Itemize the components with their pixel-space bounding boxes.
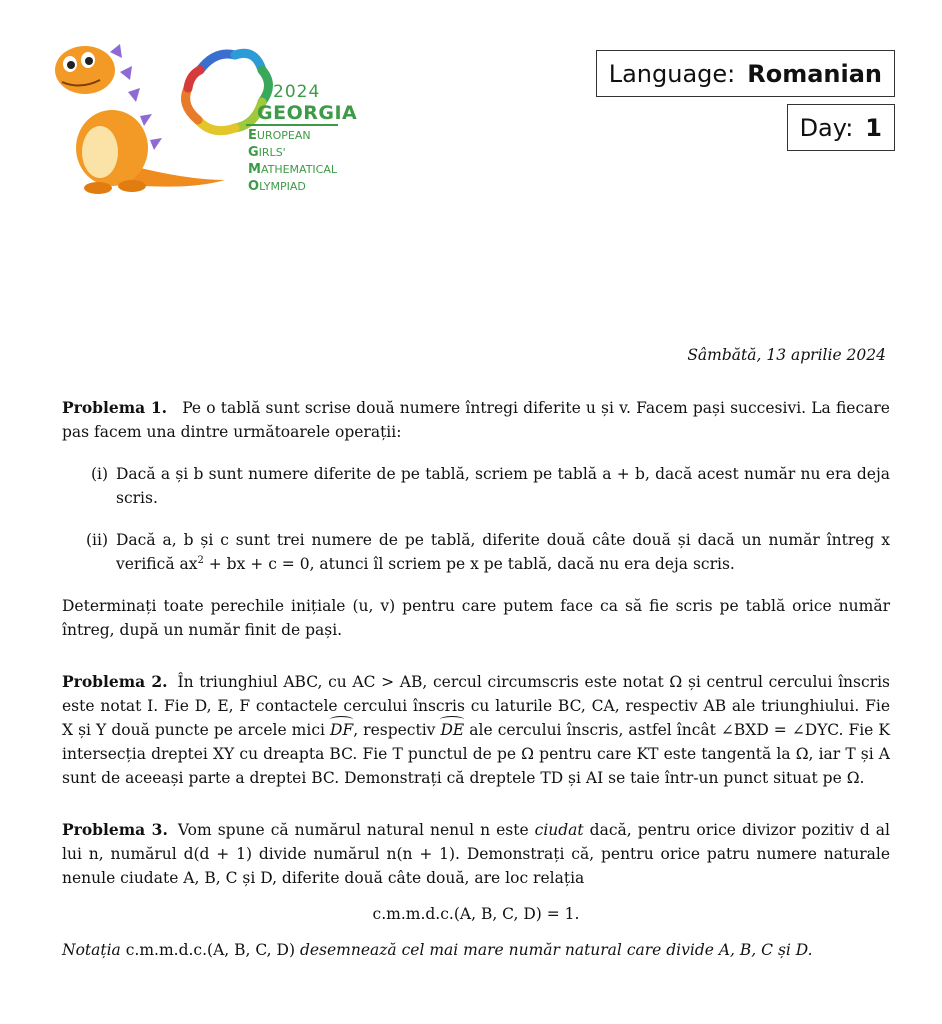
notation-note — [62, 938, 890, 962]
logo-line-european: UROPEAN — [256, 129, 311, 142]
problem-2-title: Problema 2. — [62, 672, 168, 691]
problem-1-title: Problema 1. — [62, 398, 168, 417]
item-number: (i) — [90, 465, 108, 483]
logo-underline — [246, 124, 338, 126]
problem-2-text: ale cercului înscris, astfel încât ∠BXD = ∠DYC. Fie K intersecția dreptei XY cu dreapta BC. Fie T punctul de pe Ω pentru care KT este tangentă la Ω, iar T și A sunt de aceeași parte a dreptei BC. Demonstrați că dreptele TD și AI se taie într-un punct situat pe Ω. — [62, 721, 890, 787]
item-text-part: Dacă a, b și c sunt trei numere de pe tablă, diferite două câte două și dacă un număr întreg x verifică ax — [116, 531, 890, 573]
language-value: Romanian — [747, 59, 882, 88]
problem-1-item-i — [62, 462, 890, 510]
exponent: 2 — [197, 554, 204, 566]
logo-acronym — [248, 127, 337, 195]
logo-line-olympiad: LYMPIAD — [259, 180, 306, 193]
egmo-logo — [40, 30, 358, 200]
problem-2-text: În triunghiul ABC, cu AC > AB, cercul circumscris este notat Ω și centrul cercului înscris este notat I. Fie D, E, F contactele cercului înscris cu laturile BC, CA, respectiv AB ale triunghiului. Fie X și Y două puncte pe arcele mici — [62, 673, 890, 739]
language-label: Language: — [608, 59, 736, 88]
problem-3-text: Vom spune că numărul natural nenul n este — [177, 821, 535, 839]
arc-de: DE — [440, 718, 464, 742]
problem-3-text: dacă, pentru orice divizor pozitiv d al lui n, numărul d(d + 1) divide numărul n(n + 1). Demonstrați că, pentru orice patru numere naturale nenule ciudate A, B, C și D, diferite două câte două, are loc relația — [62, 821, 890, 887]
item-text-part: + bx + c = 0, atunci îl scriem pe x pe tablă, dacă nu era deja scris. — [203, 555, 735, 573]
logo-country: GEORGIA — [257, 102, 358, 124]
emphasis-ciudat: ciudat — [534, 821, 584, 839]
problems-section — [62, 396, 890, 962]
problem-1-conclusion: Determinați toate perechile inițiale (u, v) pentru care putem face ca să fie scris pe tablă orice număr întreg, după un număr finit de pași. — [62, 597, 890, 639]
problem-2 — [62, 670, 890, 790]
note-text: desemnează cel mai mare număr natural care divide A, B, C și D. — [295, 941, 813, 959]
logo-line-girls: IRLS' — [258, 146, 286, 159]
exam-date: Sâmbătă, 13 aprilie 2024 — [687, 346, 886, 364]
problem-3 — [62, 818, 890, 890]
logo-initial-g: G — [248, 145, 259, 160]
problem-3-title: Problema 3. — [62, 820, 168, 839]
logo-line-mathematical: ATHEMATICAL — [260, 163, 338, 176]
logo-year: 2024 — [273, 82, 321, 102]
problem-1-item-ii — [62, 528, 890, 576]
item-number: (ii) — [85, 531, 108, 549]
language-box — [596, 50, 895, 97]
day-box — [787, 104, 895, 151]
item-text: Dacă a și b sunt numere diferite de pe tablă, scriem pe tablă a + b, dacă acest număr nu era deja scris. — [116, 465, 890, 507]
gcd-formula: c.m.m.d.c.(A, B, C, D) = 1. — [372, 905, 580, 923]
arc-df: DF — [330, 718, 353, 742]
problem-2-text: , respectiv — [353, 721, 441, 739]
note-text: Notația — [62, 941, 126, 959]
problem-1-intro — [62, 396, 890, 444]
problem-1-intro-text: Pe o tablă sunt scrise două numere întregi diferite u și v. Facem pași succesivi. La fiecare pas facem una dintre următoarele operații: — [62, 399, 890, 441]
logo-initial-m: M — [248, 162, 261, 177]
day-value: 1 — [865, 113, 882, 142]
item-text — [116, 528, 890, 576]
note-notation: c.m.m.d.c.(A, B, C, D) — [125, 941, 296, 959]
logo-initial-e: E — [248, 128, 257, 143]
logo-initial-o: O — [248, 179, 260, 194]
day-label: Day: — [799, 113, 854, 142]
